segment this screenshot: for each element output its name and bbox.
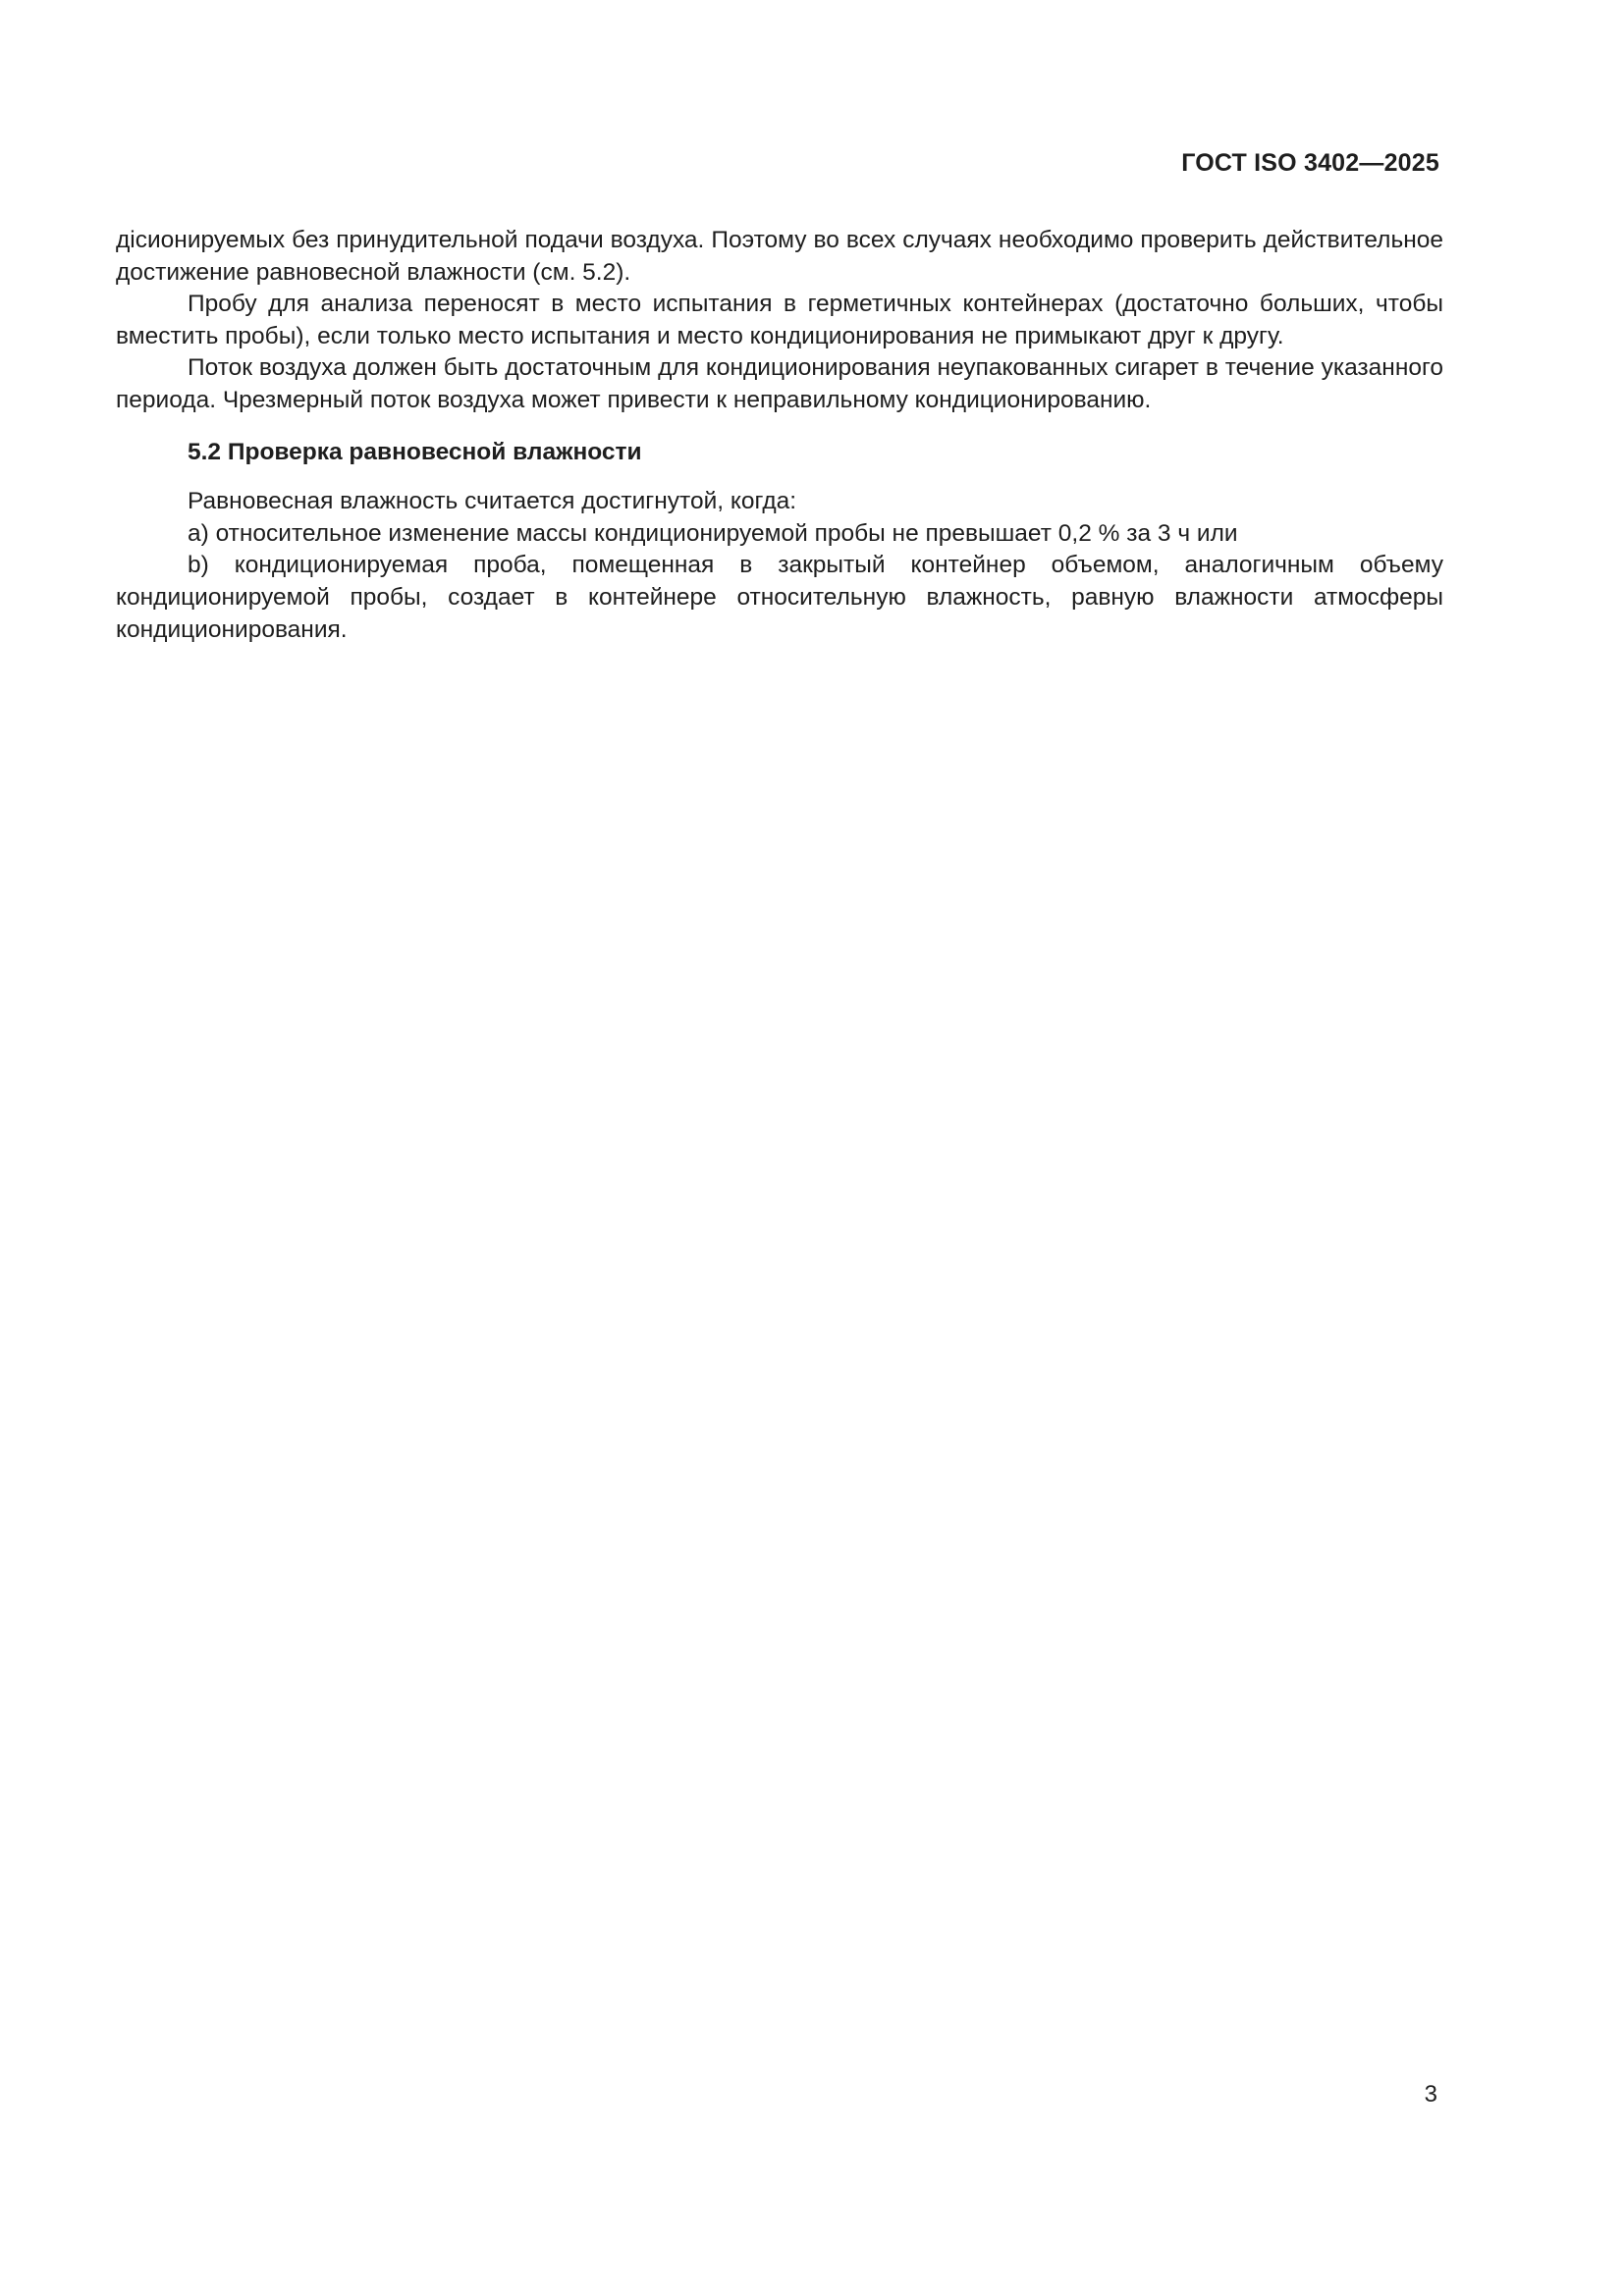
list-item-b: b) кондиционируемая проба, помещенная в закрытый контейнер объемом, аналогичным объему кондиционируемой пробы, создает в контейнере относительную влажность, равную влажности атмосферы кондиционирования. xyxy=(116,552,1443,643)
document-body xyxy=(116,225,1443,646)
paragraph-sample-transfer: Пробу для анализа переносят в место испытания в герметичных контейнерах (достаточно больших, чтобы вместить пробы), если только место испытания и место кондиционирования не примыкают друг к другу. xyxy=(116,291,1443,349)
document-code-header: ГОСТ ISO 3402—2025 xyxy=(1181,149,1439,177)
paragraph-continuation: дicионируемых без принудительной подачи воздуха. Поэтому во всех случаях необходимо проверить действительное достижение равновесной влажности (см. 5.2). xyxy=(116,227,1443,286)
list-item-a: a) относительное изменение массы кондиционируемой пробы не превышает 0,2 % за 3 ч или xyxy=(188,519,1238,547)
section-intro: Равновесная влажность считается достигнутой, когда: xyxy=(188,488,797,515)
page-number: 3 xyxy=(1424,2081,1437,2108)
section-heading: 5.2 Проверка равновесной влажности xyxy=(188,438,642,465)
paragraph-air-flow: Поток воздуха должен быть достаточным для кондиционирования неупакованных сигарет в течение указанного периода. Чрезмерный поток воздуха может привести к неправильному кондиционированию. xyxy=(116,354,1443,413)
